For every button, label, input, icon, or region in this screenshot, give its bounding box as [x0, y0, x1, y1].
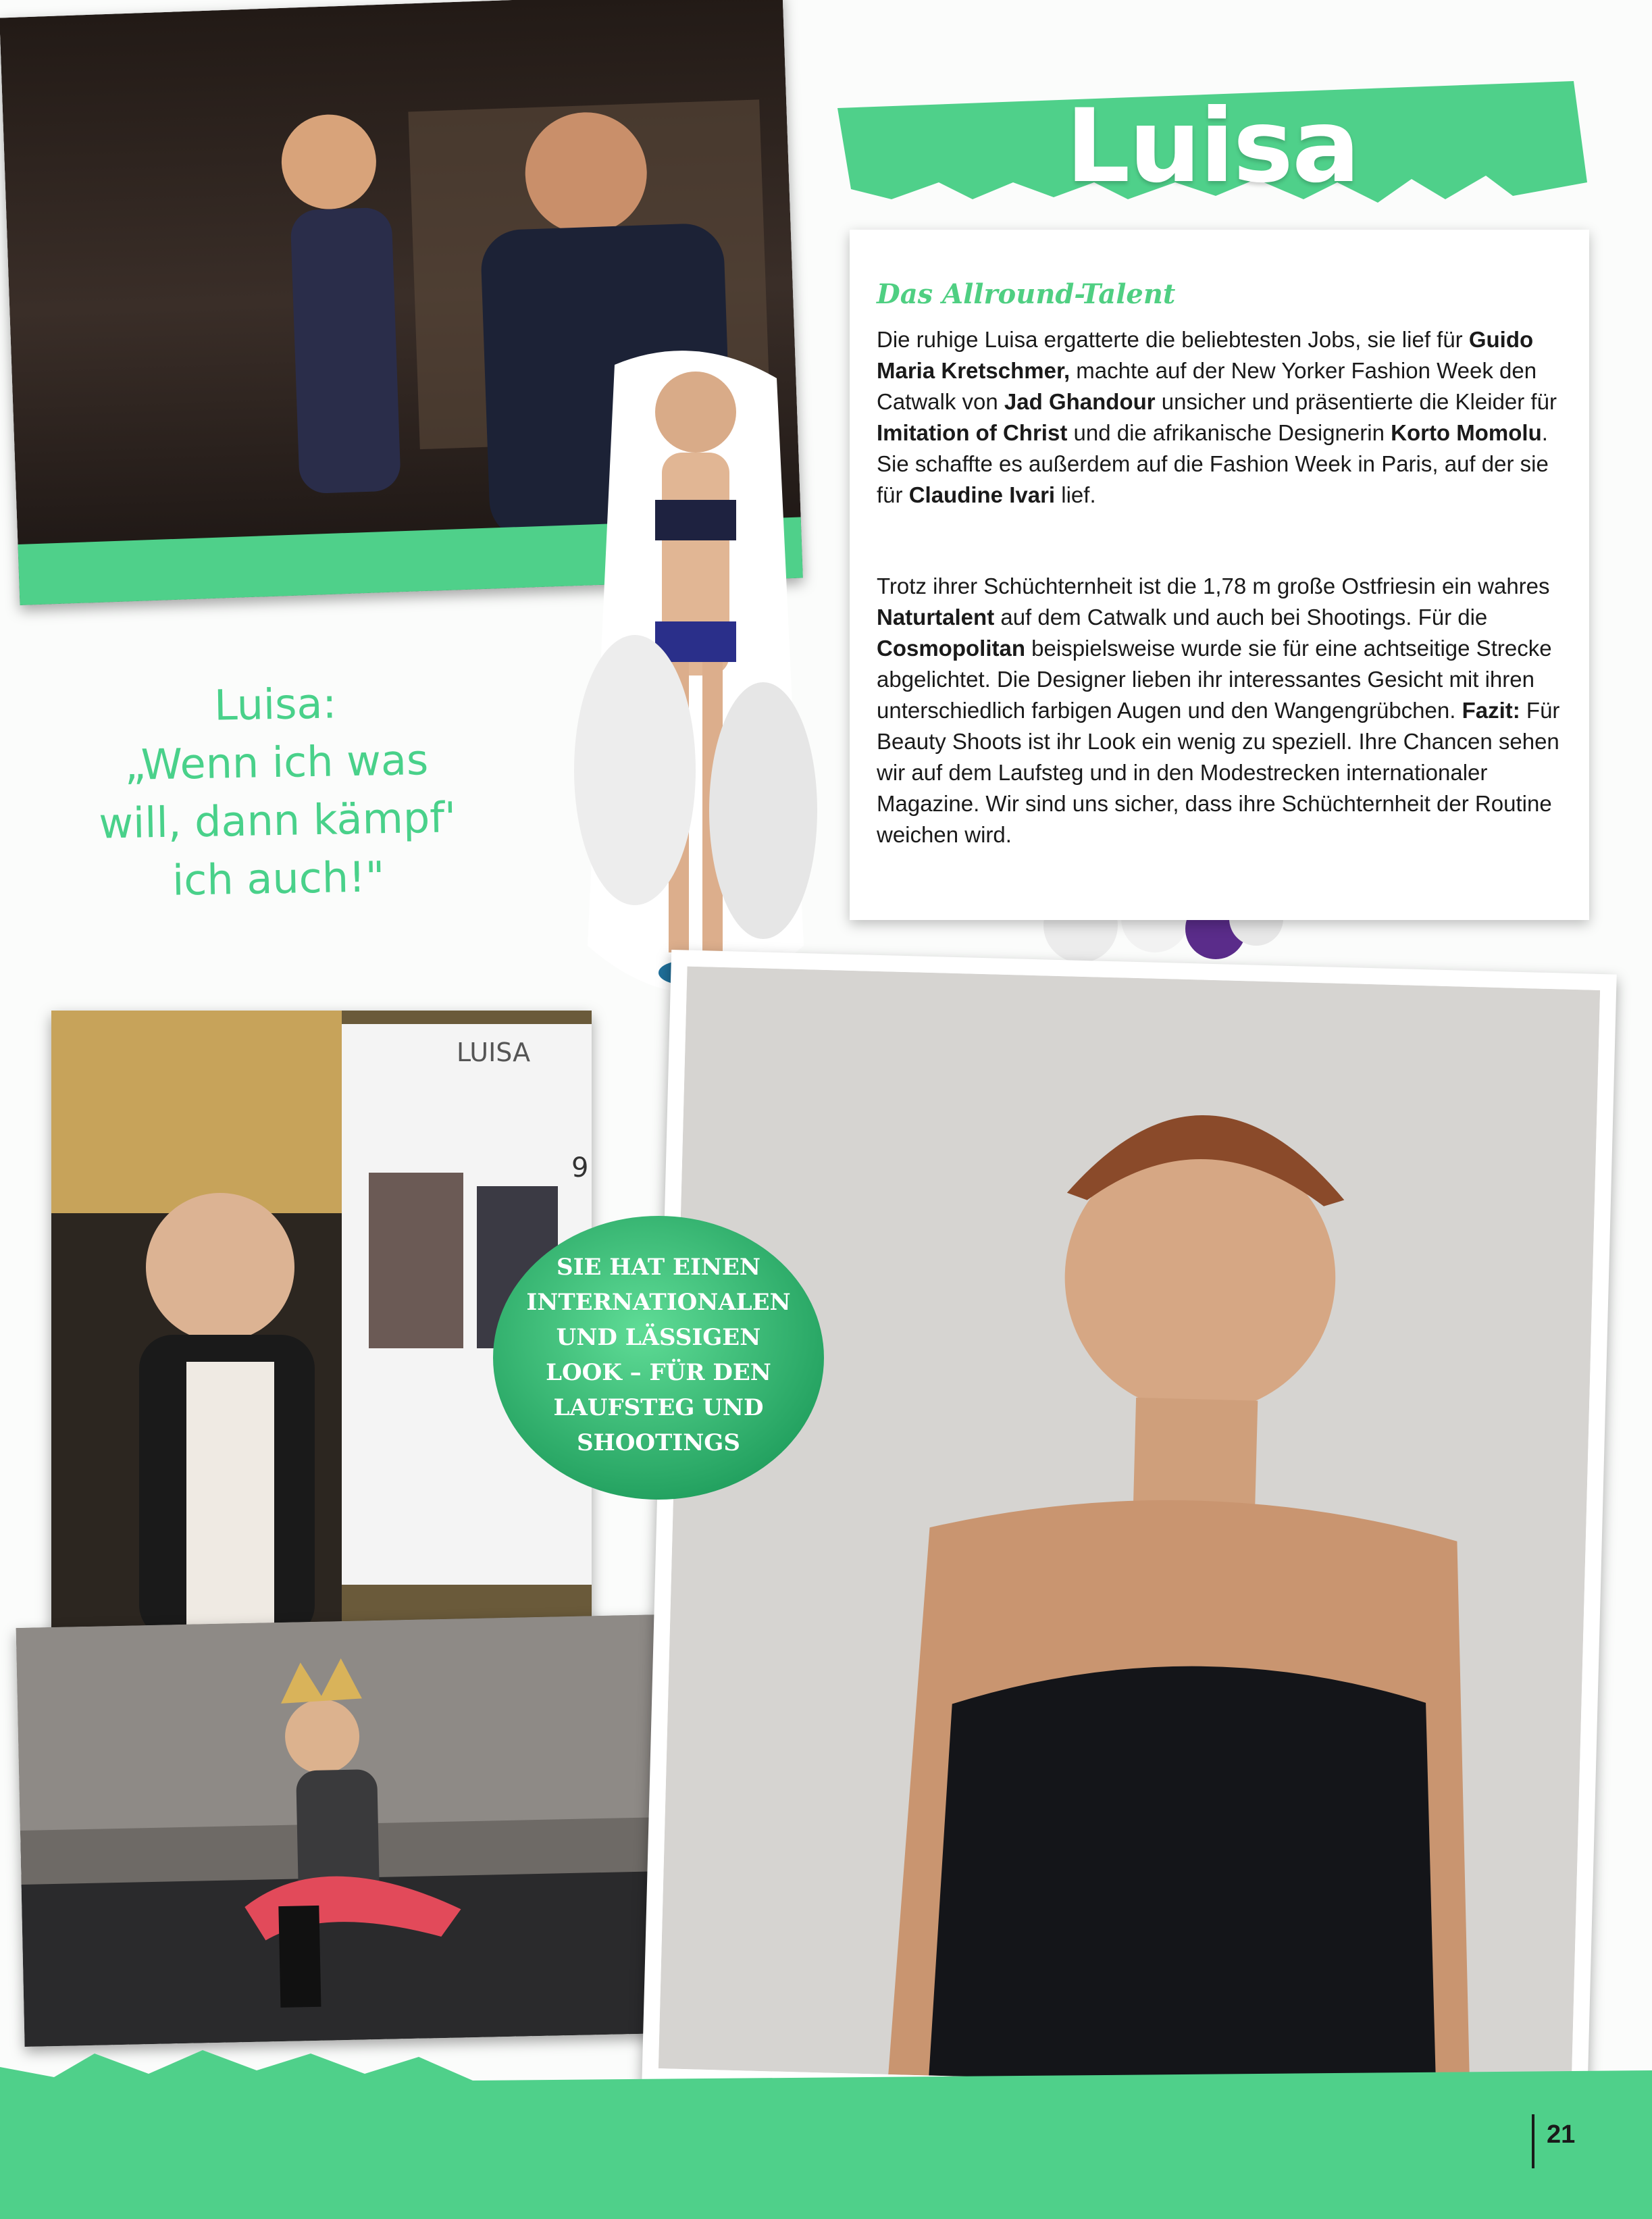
text-line: „Wenn ich was: [124, 735, 429, 790]
text-run: Naturtalent: [877, 605, 995, 630]
article-box: [850, 230, 1589, 920]
text-run: Imitation of Christ: [877, 420, 1068, 445]
article-paragraph-1: [877, 324, 1579, 511]
text-run: Guido Maria Kretschmer,: [877, 327, 1534, 383]
studio-shoot-photo: [16, 1614, 673, 2047]
badge-text: [513, 1250, 804, 1460]
text-run: Die ruhige Luisa ergatterte die beliebtesten Jobs, sie lief für: [877, 327, 1469, 352]
text-run: Claudine Ivari: [908, 482, 1056, 507]
title-banner: [837, 81, 1587, 216]
text-line: ich auch!": [172, 852, 386, 905]
highlight-badge: [486, 1209, 831, 1506]
text-line: UND LÄSSIGEN: [556, 1324, 761, 1351]
text-line: SIE HAT EINEN: [557, 1254, 760, 1281]
pull-quote: [79, 672, 475, 911]
text-run: Cosmopolitan: [877, 636, 1025, 661]
text-line: INTERNATIONALEN: [526, 1289, 791, 1316]
article-subhead: Das Allround-Talent: [877, 278, 1176, 310]
page-title: Luisa: [1065, 88, 1360, 205]
main-portrait-photo: [642, 950, 1616, 2109]
text-run: machte auf der New Yorker Fashion Week den Catwalk von: [877, 358, 1537, 414]
lingerie-cutout-photo: [561, 338, 831, 1027]
text-run: Trotz ihrer Schüchternheit ist die 1,78 m große Ostfriesin ein wahres: [877, 573, 1550, 598]
text-run: beispielsweise wurde sie für eine achtseitige Strecke abgelichtet. Die Designer lieben ihr interessantes Gesicht mit ihren unterschiedlich farbigen Augen und den Wangengrübchen.: [877, 636, 1552, 723]
text-run: und die afrikanische Designerin: [1067, 420, 1391, 445]
text-line: LAUFSTEG UND: [553, 1394, 764, 1421]
board-number-label: 9: [571, 1152, 589, 1183]
text-line: LOOK – FÜR DEN: [546, 1359, 771, 1386]
text-line: SHOOTINGS: [577, 1429, 740, 1456]
text-run: auf dem Catwalk und auch bei Shootings. Für die: [994, 605, 1488, 630]
board-name-label: LUISA: [457, 1038, 531, 1067]
article-paragraph-2: [877, 571, 1579, 850]
text-run: Für Beauty Shoots ist ihr Look ein wenig zu speziell. Ihre Chancen sehen wir auf dem Laufsteg und in den Modestrecken internationaler Magazine. Wir sind uns sicher, dass ihre Schüchternheit der Routine weichen wird.: [877, 698, 1560, 847]
text-run: unsicher und präsentierte die Kleider für: [1155, 389, 1557, 414]
text-run: Jad Ghandour: [1004, 389, 1156, 414]
text-line: will, dann kämpf': [98, 792, 457, 848]
text-line: Luisa:: [213, 678, 337, 730]
text-run: Fazit:: [1462, 698, 1520, 723]
text-run: Korto Momolu: [1391, 420, 1542, 445]
text-run: lief.: [1055, 482, 1096, 507]
bottom-band: [0, 2040, 1652, 2219]
page-number: 21: [1532, 2114, 1614, 2168]
text-run: . Sie schaffte es außerdem auf die Fashion Week in Paris, auf der sie für: [877, 420, 1549, 507]
